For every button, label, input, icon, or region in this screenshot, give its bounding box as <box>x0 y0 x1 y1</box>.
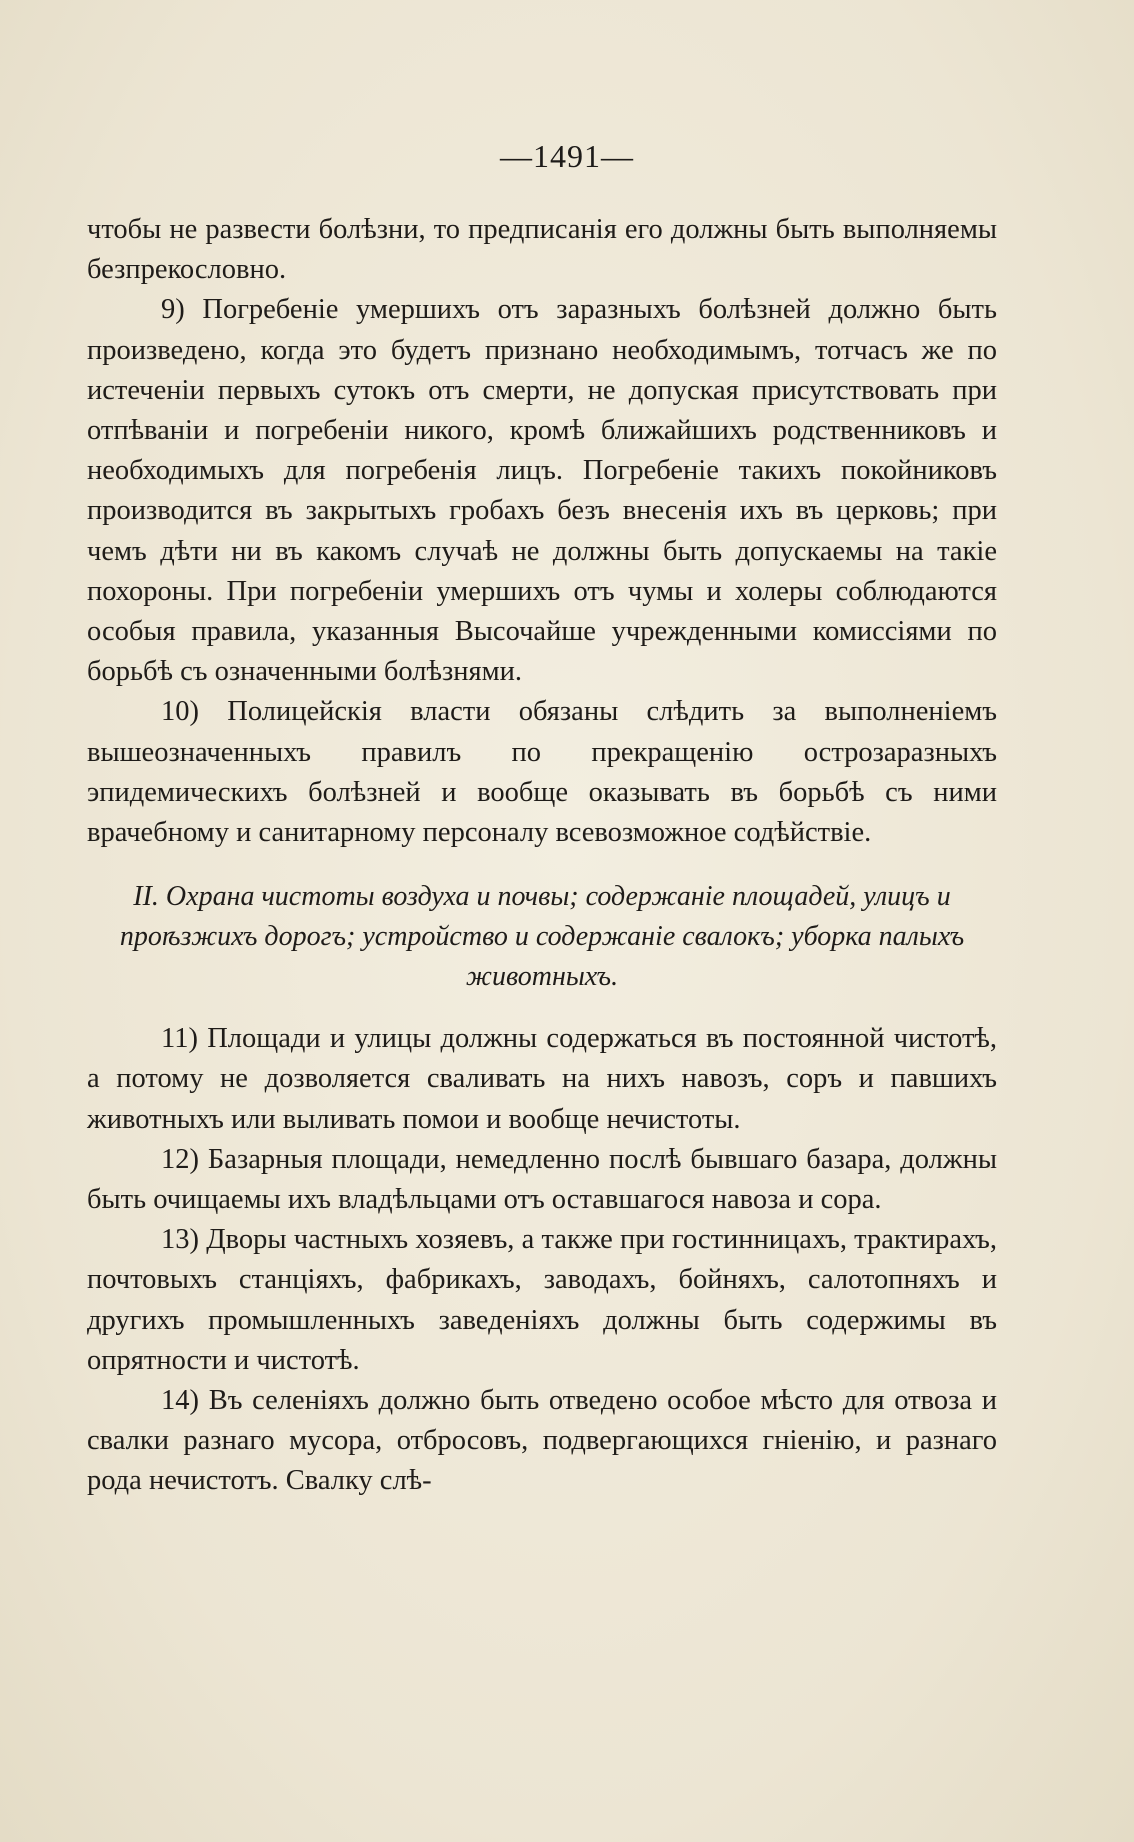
section-heading: II. Охрана чистоты воздуха и почвы; содержаніе площадей, улицъ и проѣзжихъ дорогъ; устройство и содержаніе свалокъ; уборка палыхъ животныхъ. <box>119 881 965 993</box>
body-text <box>87 210 997 1502</box>
page-number: —1491— <box>500 138 634 174</box>
paragraph-continuation: чтобы не развести болѣзни, то предписанія его должны быть выполняемы безпрекословно. <box>87 214 997 286</box>
paragraph-11: 11) Площади и улицы должны содержаться въ постоянной чистотѣ, а потому не дозволяется сваливать на нихъ навозъ, соръ и павшихъ животныхъ или выливать помои и вообще нечистоты. <box>87 1023 997 1135</box>
paragraph-13: 13) Дворы частныхъ хозяевъ, а также при гостинницахъ, трактирахъ, почтовыхъ станціяхъ, фабрикахъ, заводахъ, бойняхъ, салотопняхъ и другихъ промышленныхъ заведеніяхъ должны быть содержимы въ опрятности и чистотѣ. <box>87 1224 997 1376</box>
paragraph-9: 9) Погребеніе умершихъ отъ заразныхъ болѣзней должно быть произведено, когда это будетъ признано необходимымъ, тотчасъ же по истеченіи первыхъ сутокъ отъ смерти, не допуская присутствовать при отпѣваніи и погребеніи никого, кромѣ ближайшихъ родственниковъ и необходимыхъ для погребенія лицъ. Погребеніе такихъ покойниковъ производится въ закрытыхъ гробахъ безъ внесенія ихъ въ церковь; при чемъ дѣти ни въ какомъ случаѣ не должны быть допускаемы на такіе похороны. При погребеніи умершихъ отъ чумы и холеры соблюдаются особыя правила, указанныя Высочайше учрежденными комиссіями по борьбѣ съ означенными болѣзнями. <box>87 294 997 688</box>
paragraph-14: 14) Въ селеніяхъ должно быть отведено особое мѣсто для отвоза и свалки разнаго мусора, отбросовъ, подвергающихся гніенію, и разнаго рода нечистотъ. Свалку слѣ- <box>87 1385 997 1497</box>
paragraph-12: 12) Базарныя площади, немедленно послѣ бывшаго базара, должны быть очищаемы ихъ владѣльцами отъ оставшагося навоза и сора. <box>87 1143 997 1216</box>
paragraph-10: 10) Полицейскія власти обязаны слѣдить за выполненіемъ вышеозначенныхъ правилъ по прекращенію острозаразныхъ эпидемическихъ болѣзней и вообще оказывать въ борьбѣ съ ними врачебному и санитарному персоналу всевозможное содѣйствіе. <box>87 696 997 849</box>
